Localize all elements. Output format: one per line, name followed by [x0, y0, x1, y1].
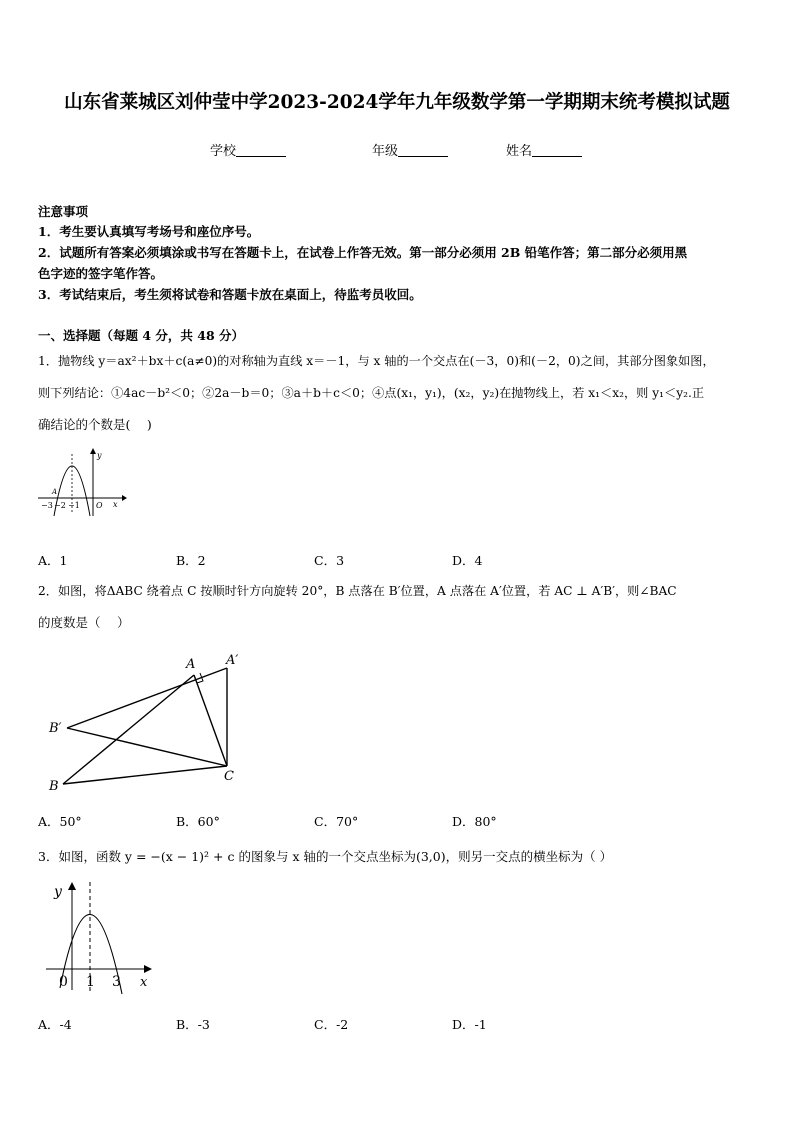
q3-option-c[interactable]: C．-2: [314, 1017, 349, 1032]
q2-triangle-figure: [42, 648, 252, 796]
q2-option-c[interactable]: C．70°: [314, 814, 359, 829]
q3-tick-3: 3: [112, 974, 121, 990]
q3-x-label: x: [140, 975, 148, 990]
grade-label: 年级: [372, 144, 399, 159]
q2-label-Ap: A′: [226, 653, 239, 668]
q1-text-line3: 确结论的个数是( ): [38, 417, 152, 432]
q1-text-line1: 1．抛物线 y＝ax²＋bx＋c(a≠0)的对称轴为直线 x＝－1，与 x 轴的一个交点在(－3，0)和(－2，0)之间，其部分图象如图，: [38, 354, 715, 368]
name-label: 姓名: [506, 144, 533, 159]
school-field: [210, 140, 286, 159]
notice-item-1: 1．考生要认真填写考场号和座位序号。: [38, 224, 260, 239]
q1-origin-label: O: [96, 501, 103, 510]
q1-text-line2: 则下列结论：①4ac－b²＜0；②2a－b＝0；③a＋b＋c＜0；④点(x₁，y₁)，(x₂，y₂)在抛物线上，若 x₁＜x₂，则 y₁＜y₂.正: [38, 386, 705, 400]
q1-parabola-graph: [36, 446, 128, 518]
q1-option-c[interactable]: C．3: [314, 553, 345, 568]
school-blank: [236, 144, 286, 157]
name-field: [506, 140, 582, 159]
q1-option-b[interactable]: B．2: [176, 553, 206, 568]
q3-text-line1: 3．如图，函数 y = −(x − 1)² + c 的图象与 x 轴的一个交点坐标为(3,0)，则另一交点的横坐标为（ ）: [38, 849, 613, 864]
school-label: 学校: [210, 144, 237, 159]
q2-label-B: B: [49, 779, 59, 794]
q2-option-a[interactable]: A．50°: [38, 814, 82, 829]
q1-point-a-label: A: [52, 488, 58, 496]
q2-option-b[interactable]: B．60°: [176, 814, 220, 829]
q3-option-a[interactable]: A．-4: [38, 1017, 72, 1032]
page-title: 山东省莱城区刘仲莹中学2023-2024学年九年级数学第一学期期末统考模拟试题: [64, 92, 730, 113]
q1-option-d[interactable]: D．4: [452, 553, 483, 568]
q2-label-Bp: B′: [49, 721, 62, 736]
q1-option-a[interactable]: A．1: [38, 553, 68, 568]
q1-x-arrow: [122, 495, 127, 501]
notice-item-2-cont: 色字迹的签字笔作答。: [38, 266, 164, 281]
name-blank: [532, 144, 582, 157]
q2-line-AC: [194, 675, 227, 766]
q1-y-arrow: [90, 448, 96, 454]
q1-tick-minus1: −1: [68, 501, 80, 510]
notice-item-3: 3．考试结束后，考生须将试卷和答题卡放在桌面上，待监考员收回。: [38, 287, 422, 302]
q2-label-A: A: [186, 657, 196, 672]
q2-label-C: C: [224, 769, 234, 784]
q1-y-label: y: [97, 451, 102, 460]
q3-tick-1: 1: [86, 974, 95, 990]
q2-option-d[interactable]: D．80°: [452, 814, 497, 829]
notice-heading: 注意事项: [38, 204, 89, 219]
q3-option-b[interactable]: B．-3: [176, 1017, 210, 1032]
q3-option-d[interactable]: D．-1: [452, 1017, 487, 1032]
q1-tick-minus3: −3: [41, 501, 53, 510]
q2-line-BA: [63, 675, 194, 784]
q3-y-label: y: [54, 884, 62, 900]
q1-tick-minus2: −2: [54, 501, 66, 510]
notice-item-2: 2．试题所有答案必须填涂或书写在答题卡上，在试卷上作答无效。第一部分必须用 2B 铅笔作答；第二部分必须用黑: [38, 245, 688, 260]
q3-y-arrow: [68, 882, 76, 890]
q3-origin-label: 0: [59, 974, 68, 990]
q3-parabola-graph: [42, 878, 158, 996]
q1-x-label: x: [113, 500, 118, 509]
q2-line-BC: [63, 766, 227, 784]
q2-text-line1: 2．如图，将ΔABC 绕着点 C 按顺时针方向旋转 20°，B 点落在 B′位置，A 点落在 A′位置，若 AC ⊥ A′B′，则∠BAC: [38, 584, 677, 598]
q3-x-arrow: [144, 965, 152, 973]
grade-field: [372, 140, 448, 159]
section-heading: 一、选择题（每题 4 分，共 48 分）: [38, 328, 245, 343]
grade-blank: [398, 144, 448, 157]
q2-text-line2: 的度数是（ ）: [38, 615, 130, 630]
